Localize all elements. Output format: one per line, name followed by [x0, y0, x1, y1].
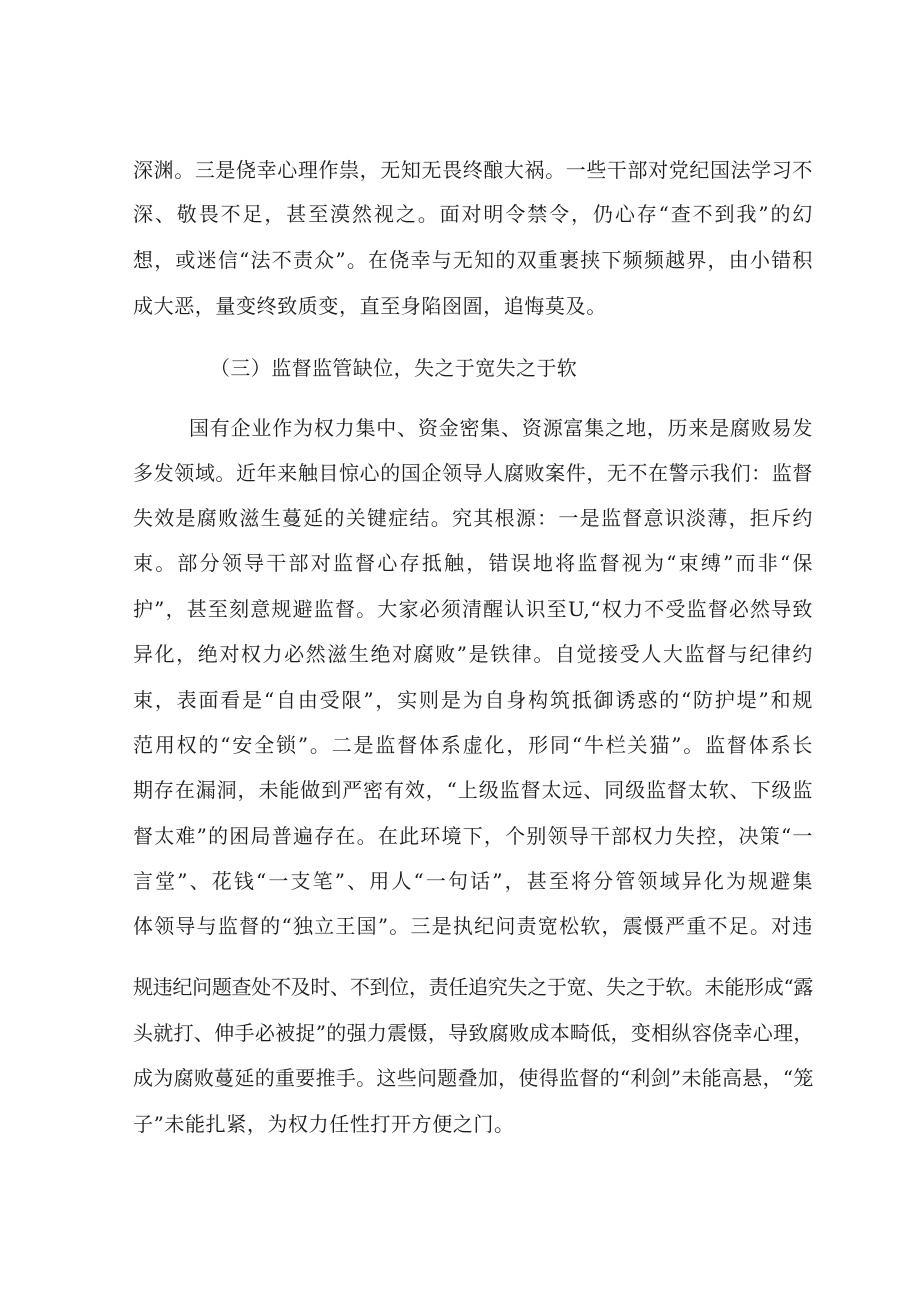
paragraph-line: 国有企业作为权力集中、资金密集、资源富集之地，历来是腐败易发 — [189, 416, 813, 440]
paragraph-line: 范用权的“安全锁”。二是监督体系虚化，形同“牛栏关猫”。监督体系长 — [133, 733, 813, 757]
paragraph-line: 异化，绝对权力必然滋生绝对腐败”是铁律。自觉接受人大监督与纪律约 — [133, 642, 813, 666]
paragraph-line: 深、敬畏不足，甚至漠然视之。面对明令禁令，仍心存“查不到我”的幻 — [133, 202, 813, 226]
paragraph-line: 想，或迷信“法不责众”。在侥幸与无知的双重裹挟下频频越界，由小错积 — [133, 248, 813, 272]
paragraph-line: 多发领域。近年来触目惊心的国企领导人腐败案件，无不在警示我们：监督 — [133, 461, 813, 485]
paragraph-line: 护”，甚至刻意规避监督。大家必须清醒认识至U,“权力不受监督必然导致 — [133, 597, 813, 621]
paragraph-line: 头就打、伸手必被捉”的强力震慑，导致腐败成本畸低，变相纵容侥幸心理， — [133, 1021, 813, 1045]
paragraph-line: 体领导与监督的“独立王国”。三是执纪问责宽松软，震慑严重不足。对违 — [133, 914, 813, 938]
paragraph-line: 束，表面看是“自由受限”，实则是为自身构筑抵御诱惑的“防护堤”和规 — [133, 688, 813, 712]
paragraph-line: 深渊。三是侥幸心理作祟，无知无畏终酿大祸。一些干部对党纪国法学习不 — [133, 158, 813, 182]
section-heading: （三）监督监管缺位，失之于宽失之于软 — [210, 356, 578, 380]
paragraph-line: 成大恶，量变终致质变，直至身陷囹圄，追悔莫及。 — [133, 294, 607, 318]
paragraph-line: 规违纪问题查处不及时、不到位，责任追究失之于宽、失之于软。未能形成“露 — [133, 975, 813, 999]
paragraph-line: 束。部分领导干部对监督心存抵触，错误地将监督视为“束缚”而非“保 — [133, 551, 813, 575]
paragraph-line: 成为腐败蔓延的重要推手。这些问题叠加，使得监督的“利剑”未能高悬，“笼 — [133, 1066, 813, 1090]
paragraph-line: 言堂”、花钱“一支笔”、用人“一句话”，甚至将分管领域异化为规避集 — [133, 869, 813, 893]
paragraph-line: 子”未能扎紧，为权力任性打开方便之门。 — [133, 1112, 515, 1136]
paragraph-line: 督太难”的困局普遍存在。在此环境下，个别领导干部权力失控，决策“一 — [133, 824, 813, 848]
paragraph-line: 期存在漏洞，未能做到严密有效，“上级监督太远、同级监督太软、下级监 — [133, 778, 813, 802]
paragraph-line: 失效是腐败滋生蔓延的关键症结。究其根源：一是监督意识淡薄，拒斥约 — [133, 506, 813, 530]
